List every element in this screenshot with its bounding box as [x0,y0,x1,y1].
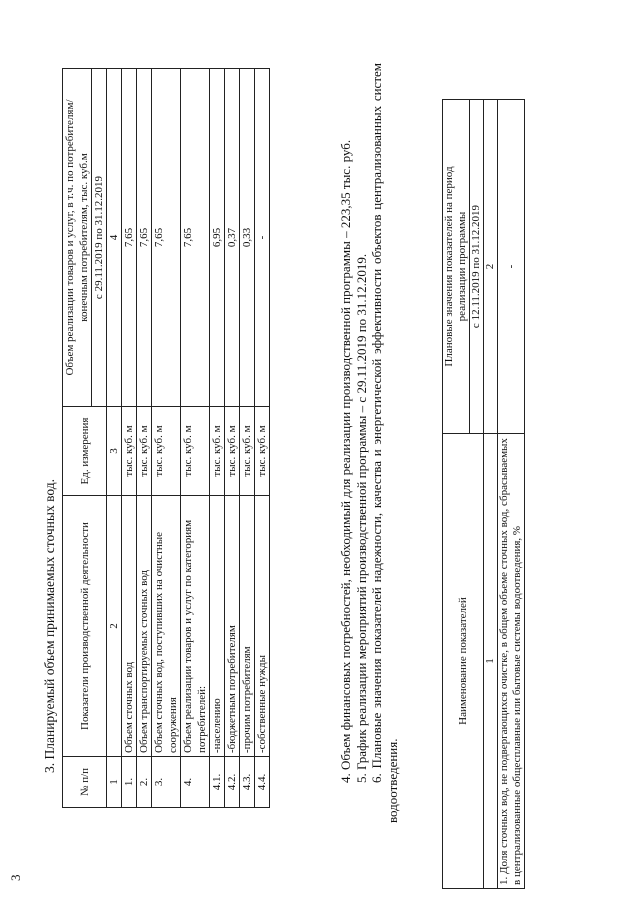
table-row [210,69,225,808]
row-indicator: -прочим потребителям [240,496,255,757]
row-num: 1. [122,757,137,808]
row-value: 7,65 [152,69,181,407]
row-unit: тыс. куб. м [240,407,255,496]
row-value: 0,33 [240,69,255,407]
row-num: 4. [181,757,210,808]
header-name: Наименование показателей [443,434,484,889]
header-volume-line1: Объем реализации товаров и услуг, в т.ч. по потребителям/ [64,99,76,376]
paragraph-financial-needs: 4. Объем финансовых потребностей, необходимый для реализации производственной программы – 223,35 тыс. руб. [338,139,353,783]
column-number: 2 [107,496,122,757]
row-indicator: -бюджетным потребителям [225,496,240,757]
row-num: 4.1. [210,757,225,808]
table-row [137,69,152,808]
table-row [255,69,270,808]
row-value: 7,65 [137,69,152,407]
table-row [122,69,137,808]
page-number: 3 [8,874,23,881]
row-indicator: -населению [210,496,225,757]
table-row [240,69,255,808]
column-number: 1 [107,757,122,808]
header-planned-line2: реализации программы [456,211,468,322]
header-planned-line1: Плановые значения показателей на период [443,166,455,367]
row-indicator: Объем реализации товаров и услуг по категориям потребителей: [181,496,210,757]
header-period: с 12.11.2019 по 31.12.2019 [470,100,484,434]
header-num: № п/п [63,757,107,808]
row-value: 6,95 [210,69,225,407]
row-unit: тыс. куб. м [255,407,270,496]
row-unit: тыс. куб. м [137,407,152,496]
row-indicator: Объем сточных вод [122,496,137,757]
column-number: 4 [107,69,122,407]
column-number: 3 [107,407,122,496]
table-row [152,69,181,808]
header-period: с 29.11.2019 по 31.12.2019 [92,69,107,407]
row-indicator: -собственные нужды [255,496,270,757]
row-unit: тыс. куб. м [181,407,210,496]
row-value: 7,65 [181,69,210,407]
table-header-row [443,100,470,889]
row-value: - [498,100,525,434]
planned-indicators-table [442,99,525,889]
row-indicator: Объем транспортируемых сточных вод [137,496,152,757]
row-num: 2. [137,757,152,808]
row-value: - [255,69,270,407]
column-number: 1 [484,434,498,889]
row-indicator: Объем сточных вод, поступивших на очистные сооружения [152,496,181,757]
column-number: 2 [484,100,498,434]
wastewater-volume-table [62,68,270,808]
row-num: 4.4. [255,757,270,808]
paragraph-schedule: 5. График реализации мероприятий производственной программы – с 29.11.2019 по 31.12.2019. [353,253,369,783]
table-row [498,100,525,889]
row-unit: тыс. куб. м [122,407,137,496]
row-unit: тыс. куб. м [225,407,240,496]
row-name: 1. Доля сточных вод, не подвергающихся очистке, в общем объеме сточных вод, сбрасываемых в централизованные общесплавные или бытовые системы водоотведения, % [498,434,525,889]
header-planned [443,100,470,434]
header-volume [63,69,92,407]
table-row [181,69,210,808]
column-number-row [107,69,122,808]
row-value: 0,37 [225,69,240,407]
row-num: 4.2. [225,757,240,808]
row-num: 4.3. [240,757,255,808]
row-value: 7,65 [122,69,137,407]
table-header-row [63,69,92,808]
header-unit: Ед. измерения [63,407,107,496]
header-volume-line2: конечным потребителям, тыс. куб.м [78,153,90,322]
row-unit: тыс. куб. м [152,407,181,496]
row-unit: тыс. куб. м [210,407,225,496]
body-paragraphs [338,63,400,823]
section-heading: 3. Планируемый объем принимаемых сточных вод. [42,479,57,773]
paragraph-planned-values: 6. Плановые значения показателей надежности, качества и энергетической эффективности объектов централизованных систем водоотведения. [369,63,400,823]
table-row [225,69,240,808]
row-num: 3. [152,757,181,808]
column-number-row [484,100,498,889]
header-indicator: Показатели производственной деятельности [63,496,107,757]
